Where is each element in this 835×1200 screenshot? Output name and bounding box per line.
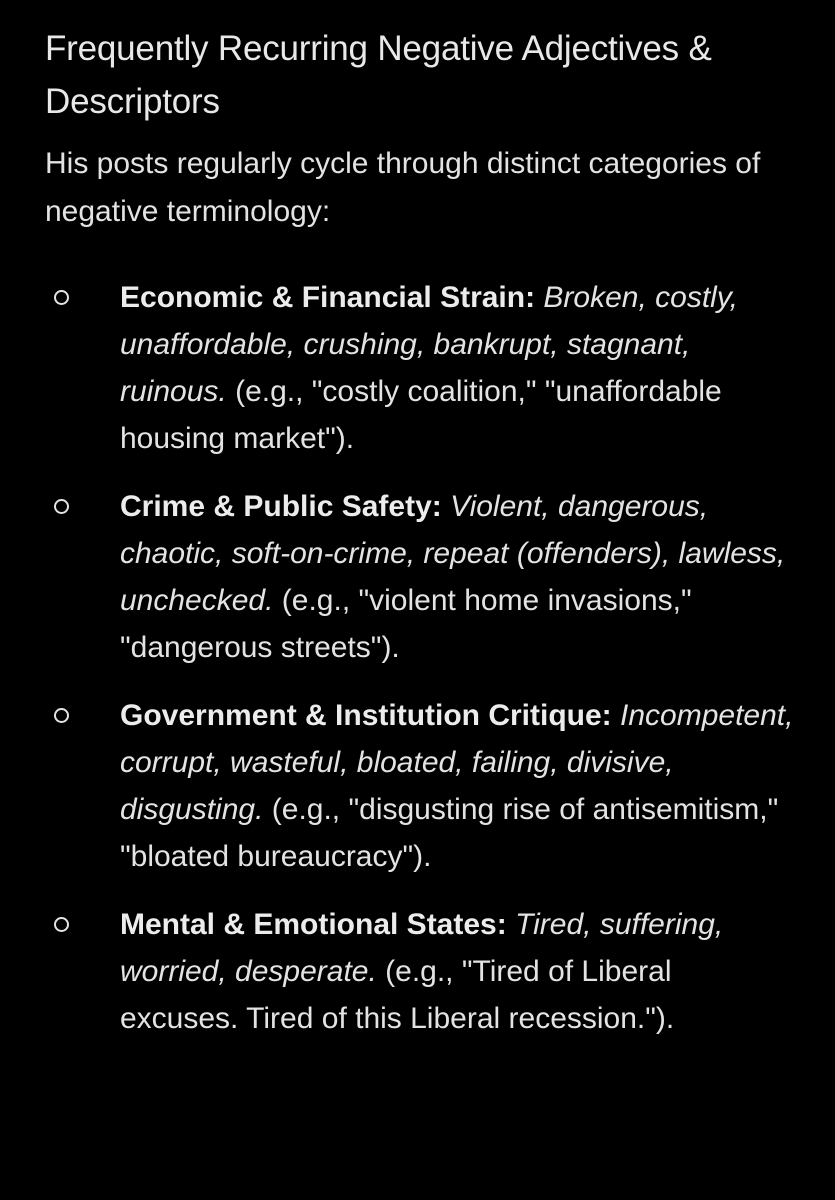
section-intro: His posts regularly cycle through distinct categories of negative terminology: xyxy=(45,147,761,228)
list-item-government xyxy=(45,692,795,880)
list-item-crime xyxy=(45,483,795,671)
list-item-emotional xyxy=(45,901,795,1042)
item-title: Government & Institution Critique: xyxy=(120,699,612,732)
hollow-circle-bullet-icon xyxy=(54,708,69,723)
item-terms: Tired, suffering, worried, desperate. xyxy=(120,908,724,988)
item-examples: (e.g., "disgusting rise of antisemitism," "bloated bureaucracy"). xyxy=(120,793,779,873)
item-title: Crime & Public Safety: xyxy=(120,490,442,523)
item-examples: (e.g., "Tired of Liberal excuses. Tired of this Liberal recession."). xyxy=(120,955,675,1035)
item-terms: Violent, dangerous, chaotic, soft-on-crime, repeat (offenders), lawless, unchecked. xyxy=(120,490,786,617)
item-terms: Broken, costly, unaffordable, crushing, bankrupt, stagnant, ruinous. xyxy=(120,281,738,408)
item-examples: (e.g., "costly coalition," "unaffordable housing market"). xyxy=(120,375,722,455)
list-item-economic xyxy=(45,274,795,462)
section-heading: Frequently Recurring Negative Adjectives & Descriptors xyxy=(45,29,712,121)
hollow-circle-bullet-icon xyxy=(54,917,69,932)
item-title: Economic & Financial Strain: xyxy=(120,281,536,314)
hollow-circle-bullet-icon xyxy=(54,499,69,514)
category-list xyxy=(45,274,795,1042)
item-terms: Incompetent, corrupt, wasteful, bloated, failing, divisive, disgusting. xyxy=(120,699,794,826)
item-title: Mental & Emotional States: xyxy=(120,908,507,941)
hollow-circle-bullet-icon xyxy=(54,290,69,305)
item-examples: (e.g., "violent home invasions," "dangerous streets"). xyxy=(120,584,692,664)
